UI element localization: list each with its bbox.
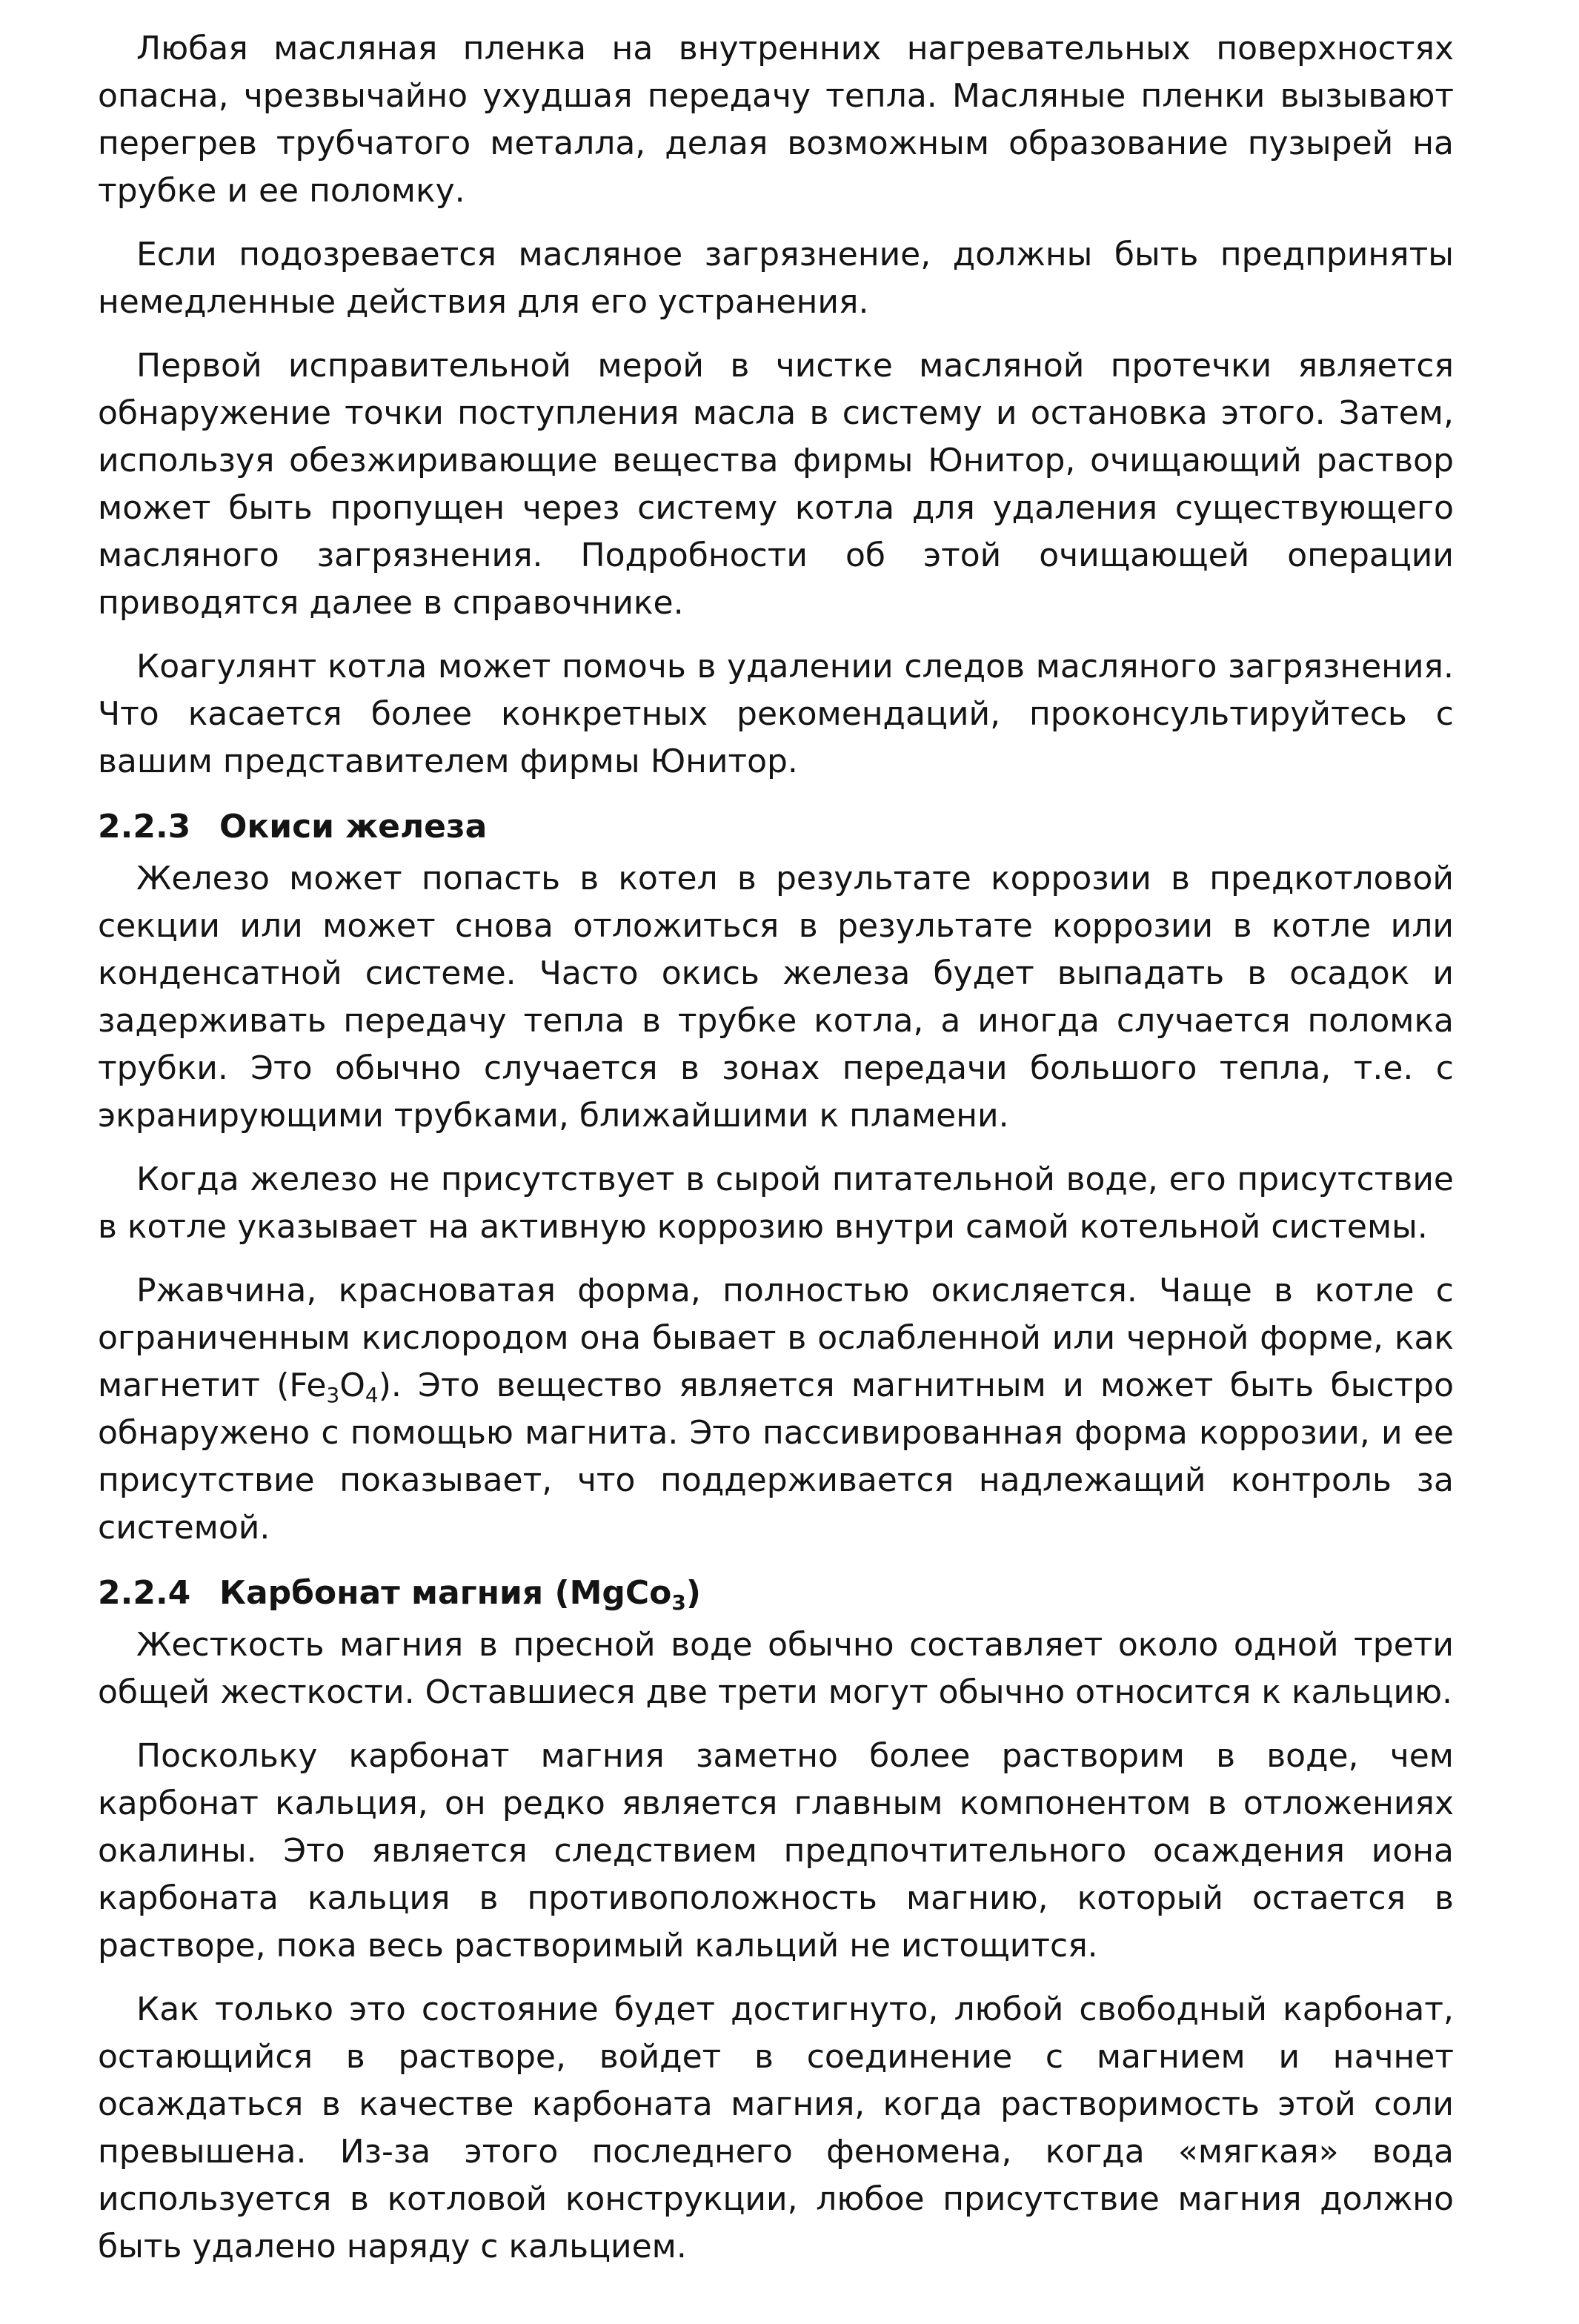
subscript-4: 4 [365,1383,379,1407]
paragraph-oil-cleaning: Первой исправительной мерой в чистке масляной протечки является обнаружение точки поступления масла в систему и остановка этого. Затем, используя обезжиривающие вещества фирмы Юнитор, очищающий раствор может быть пропущен через систему котла для удаления существующего масляного загрязнения. Подробности об этой очищающей операции приводятся далее в справочнике. [98,347,1454,622]
paragraph-oil-suspicion: Если подозревается масляное загрязнение, должны быть предприняты немедленные действия для его устранения. [98,236,1454,321]
subscript-3: 3 [326,1383,340,1407]
paragraph-coagulant: Коагулянт котла может помочь в удалении следов масляного загрязнения. Что касается более конкретных рекомендаций, проконсультируйтесь с вашим представителем фирмы Юнитор. [98,648,1454,780]
section-title: Окиси железа [219,808,488,846]
rust-text-before: Ржавчина, красноватая форма, полностью окисляется. Чаще в котле с ограниченным кислородом она бывает в ослабленной или черной форме, как магнетит (Fe [98,1272,1454,1404]
paragraph-magnesium-solubility: Поскольку карбонат магния заметно более растворим в воде, чем карбонат кальция, он редко является главным компонентом в отложениях окалины. Это является следствием предпочтительного осаждения иона карбоната кальция в противоположность магнию, который остается в растворе, пока весь растворимый кальций не истощится. [98,1737,1454,1965]
section-number: 2.2.4 [98,1574,191,1612]
paragraph-oil-film: Любая масляная пленка на внутренних нагревательных поверхностях опасна, чрезвычайно ухудшая передачу тепла. Масляные пленки вызывают перегрев трубчатого металла, делая возможным образование пузырей на трубке и ее поломку. [98,30,1454,210]
paragraph-rust [98,1267,1454,1552]
paragraph-iron-entry: Железо может попасть в котел в результате коррозии в предкотловой секции или может снова отложиться в результате коррозии в котле или конденсатной системе. Часто окись железа будет выпадать в осадок и задерживать передачу тепла в трубке котла, а иногда случается поломка трубки. Это обычно случается в зонах передачи большого тепла, т.е. с экранирующими трубками, ближайшими к пламени. [98,860,1454,1135]
title-subscript: 3 [671,1590,686,1615]
rust-text-o: O [339,1367,365,1404]
section-heading-iron-oxides [98,803,1454,851]
rust-text-after: ). Это вещество является магнитным и может быть быстро обнаружено с помощью магнита. Это пассивированная форма коррозии, и ее присутствие показывает, что поддерживается надлежащий контроль за системой. [98,1367,1454,1547]
section-title-end: ) [685,1574,701,1612]
document-page [98,25,1454,2287]
paragraph-magnesium-precipitation: Как только это состояние будет достигнуто, любой свободный карбонат, остающийся в растворе, войдет в соединение с магнием и начнет осаждаться в качестве карбоната магния, когда растворимость этой соли превышена. Из-за этого последнего феномена, когда «мягкая» вода используется в котловой конструкции, любое присутствие магния должно быть удалено наряду с кальцием. [98,1991,1454,2265]
section-heading-magnesium-carbonate [98,1570,1454,1617]
section-title: Карбонат магния (MgCo [219,1574,672,1612]
paragraph-iron-presence: Когда железо не присутствует в сырой питательной воде, его присутствие в котле указывает на активную коррозию внутри самой котельной системы. [98,1161,1454,1246]
section-number: 2.2.3 [98,808,191,846]
paragraph-magnesium-hardness: Жесткость магния в пресной воде обычно составляет около одной трети общей жесткости. Оставшиеся две трети могут обычно относится к кальцию. [98,1626,1454,1711]
